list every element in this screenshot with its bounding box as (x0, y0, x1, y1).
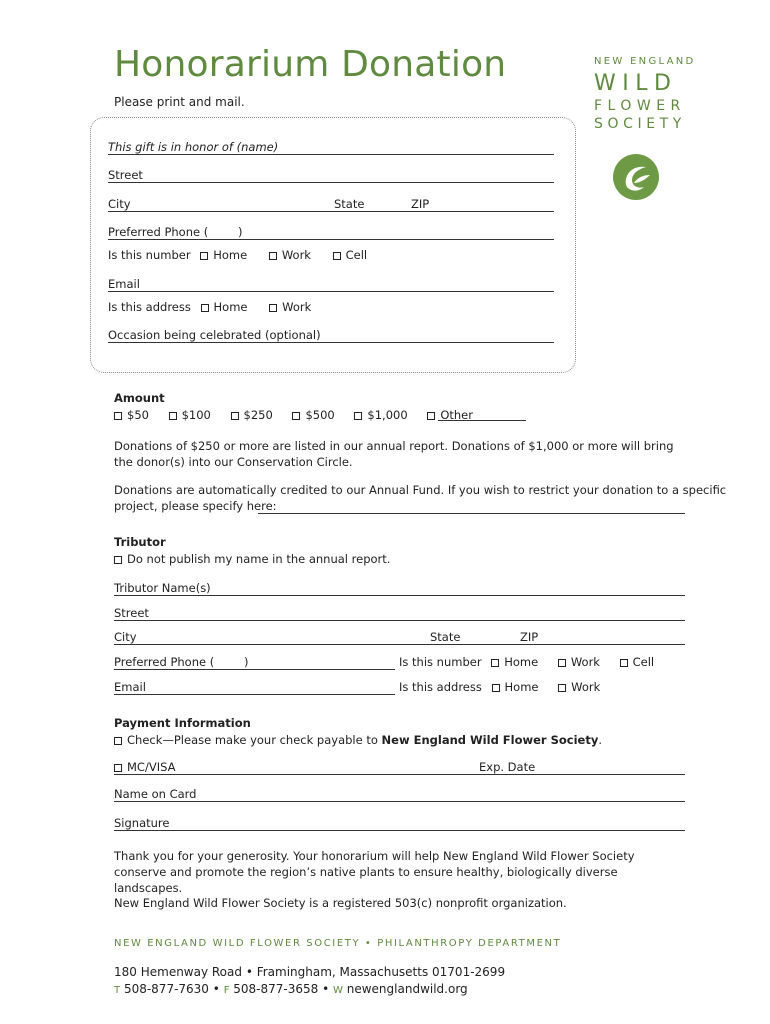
honoree-address-type (108, 300, 311, 314)
exp-date-label: Exp. Date (479, 760, 536, 774)
checkbox-icon (200, 252, 208, 260)
card-number-field[interactable] (114, 774, 685, 775)
amount-info-paragraph: Donations of $250 or more are listed in our annual report. Donations of $1,000 or more will bring the donor(s) into our Conservation Circle. (114, 439, 674, 469)
name-on-card-label: Name on Card (114, 787, 197, 801)
no-publish-checkbox[interactable]: Do not publish my name in the annual report. (114, 552, 390, 566)
tributor-street-field[interactable] (114, 620, 685, 621)
page-title: Honorarium Donation (114, 44, 507, 85)
honoree-email-field[interactable] (108, 291, 554, 292)
amount-option-500[interactable]: $500 (292, 408, 334, 422)
amount-other-field[interactable] (438, 420, 526, 421)
honoree-zip-label: ZIP (411, 197, 430, 211)
honoree-cell-checkbox[interactable]: Cell (333, 248, 368, 262)
tributor-address-type (399, 680, 600, 694)
checkbox-icon (114, 764, 122, 772)
checkbox-icon (427, 412, 435, 420)
checkbox-icon (231, 412, 239, 420)
honoree-work-checkbox[interactable]: Work (269, 248, 311, 262)
checkbox-icon (491, 659, 499, 667)
nonprofit-statement: New England Wild Flower Society is a registered 503(c) nonprofit organization. (114, 896, 567, 910)
footer-address: 180 Hemenway Road • Framingham, Massachusetts 01701-2699 (114, 965, 506, 979)
payment-heading: Payment Information (114, 716, 251, 730)
checkbox-icon (292, 412, 300, 420)
footer-website[interactable]: newenglandwild.org (346, 982, 468, 996)
tributor-phone-label: Preferred Phone ( (114, 655, 215, 669)
checkbox-icon (558, 659, 566, 667)
honoree-state-label: State (334, 197, 365, 211)
tributor-phone-close: ) (244, 655, 249, 669)
checkbox-icon (114, 412, 122, 420)
address-type-label: Is this address (108, 300, 191, 314)
tributor-phone-field[interactable] (114, 669, 395, 670)
name-on-card-field[interactable] (114, 801, 685, 802)
checkbox-icon (114, 737, 122, 745)
signature-field[interactable] (114, 830, 685, 831)
tributor-zip-label: ZIP (520, 630, 539, 644)
number-type-label: Is this number (108, 248, 191, 262)
tributor-name-label: Tributor Name(s) (114, 581, 211, 595)
honoree-number-type (108, 248, 367, 262)
honoree-home-checkbox[interactable]: Home (200, 248, 247, 262)
checkbox-icon (201, 304, 209, 312)
tributor-email-label: Email (114, 680, 146, 694)
check-checkbox[interactable]: Check—Please make your check payable to New England Wild Flower Society. (114, 733, 602, 747)
amount-options (114, 408, 473, 422)
checkbox-icon (269, 252, 277, 260)
restrict-paragraph-line1: Donations are automatically credited to our Annual Fund. If you wish to restrict your donation to a specific (114, 483, 727, 497)
occasion-label: Occasion being celebrated (optional) (108, 328, 321, 342)
tributor-address-work-checkbox[interactable]: Work (558, 680, 600, 694)
tributor-email-field[interactable] (114, 694, 395, 695)
checkbox-icon (169, 412, 177, 420)
restrict-project-field[interactable] (258, 513, 685, 514)
footer-contacts: T 508-877-7630 • F 508-877-3658 • W newenglandwild.org (114, 982, 468, 996)
address-type-label: Is this address (399, 680, 482, 694)
amount-option-1000[interactable]: $1,000 (354, 408, 407, 422)
page-subtitle: Please print and mail. (114, 95, 245, 109)
honoree-street-label: Street (108, 168, 143, 182)
checkbox-icon (333, 252, 341, 260)
leaf-logo-icon (612, 153, 660, 201)
checkbox-icon (354, 412, 362, 420)
brand-wordmark (594, 56, 696, 132)
brand-line-2: WILD (594, 71, 678, 96)
honoree-phone-close: ) (238, 225, 243, 239)
brand-line-3: FLOWER (594, 98, 686, 114)
footer-department: NEW ENGLAND WILD FLOWER SOCIETY • PHILANTHROPY DEPARTMENT (114, 938, 562, 949)
footer-phone: 508-877-7630 (123, 982, 209, 996)
tributor-home-checkbox[interactable]: Home (491, 655, 538, 669)
checkbox-icon (558, 684, 566, 692)
honoree-name-label: This gift is in honor of (name) (108, 140, 279, 154)
mc-visa-checkbox[interactable]: MC/VISA (114, 760, 175, 774)
checkbox-icon (620, 659, 628, 667)
tributor-name-field[interactable] (114, 595, 685, 596)
honoree-street-field[interactable] (108, 182, 554, 183)
tributor-number-type (399, 655, 654, 669)
amount-option-250[interactable]: $250 (231, 408, 273, 422)
occasion-field[interactable] (108, 342, 554, 343)
tributor-city-state-zip-field[interactable] (114, 644, 685, 645)
tributor-street-label: Street (114, 606, 149, 620)
honoree-email-label: Email (108, 277, 140, 291)
amount-heading: Amount (114, 391, 165, 405)
checkbox-icon (269, 304, 277, 312)
honoree-address-home-checkbox[interactable]: Home (201, 300, 248, 314)
amount-option-50[interactable]: $50 (114, 408, 149, 422)
honoree-address-work-checkbox[interactable]: Work (269, 300, 311, 314)
brand-line-4: SOCIETY (594, 116, 686, 132)
honoree-city-state-zip-field[interactable] (108, 211, 554, 212)
tributor-address-home-checkbox[interactable]: Home (492, 680, 539, 694)
tributor-state-label: State (430, 630, 461, 644)
honoree-city-label: City (108, 197, 131, 211)
number-type-label: Is this number (399, 655, 482, 669)
tributor-work-checkbox[interactable]: Work (558, 655, 600, 669)
brand-line-1: NEW ENGLAND (594, 56, 696, 67)
thank-you-paragraph: Thank you for your generosity. Your honorarium will help New England Wild Flower Society conserve and promote the region’s native plants to ensure healthy, biologically diverse landscapes. (114, 849, 635, 895)
amount-option-100[interactable]: $100 (169, 408, 211, 422)
honoree-phone-field[interactable] (108, 239, 554, 240)
signature-label: Signature (114, 816, 170, 830)
check-payee: New England Wild Flower Society (381, 733, 599, 747)
honoree-name-field[interactable] (108, 154, 554, 155)
restrict-paragraph-line2: project, please specify here: (114, 499, 277, 513)
tributor-city-label: City (114, 630, 137, 644)
tributor-heading: Tributor (114, 535, 166, 549)
checkbox-icon (114, 556, 122, 564)
checkbox-icon (492, 684, 500, 692)
footer-fax: 508-877-3658 (233, 982, 319, 996)
tributor-cell-checkbox[interactable]: Cell (620, 655, 655, 669)
honoree-phone-label: Preferred Phone ( (108, 225, 209, 239)
amount-option-other[interactable]: Other (427, 408, 473, 422)
